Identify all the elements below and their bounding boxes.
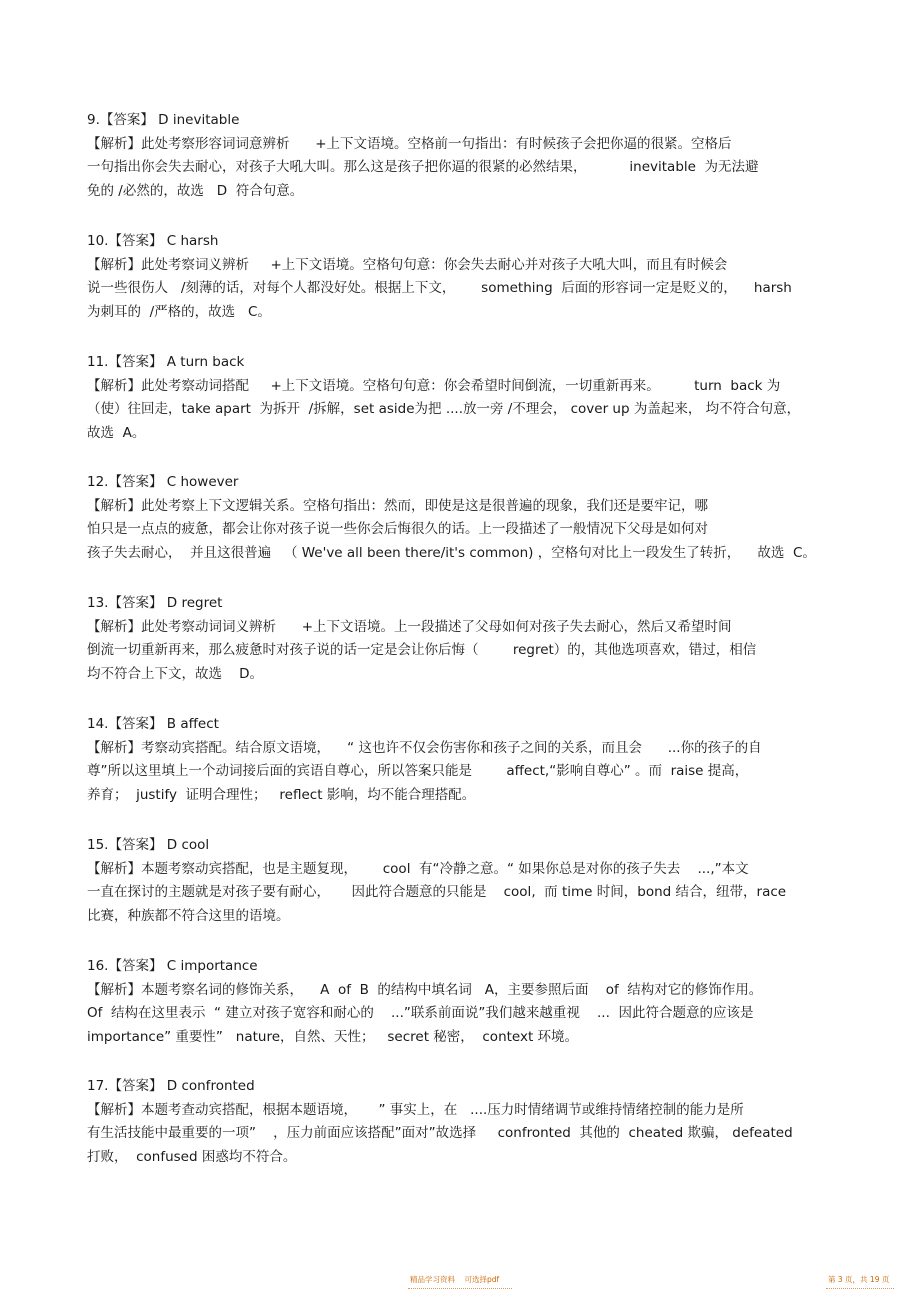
analysis-line: 【解析】此处考察词义辨析 +上下文语境。空格句句意：你会失去耐心并对孩子大吼大叫，而且有时候会 xyxy=(87,256,728,273)
answer-line: 9.【答案】 D inevitable xyxy=(87,112,240,128)
footer-watermark: 精品学习资料 可选择pdf xyxy=(410,1275,500,1284)
answer-line: 16.【答案】 C importance xyxy=(87,958,258,974)
footer-divider xyxy=(826,1288,894,1289)
analysis-line: 【解析】本题考查动宾搭配，根据本题语境， ” 事实上，在 ....压力时情绪调节或维持情绪控制的能力是所 xyxy=(87,1101,744,1118)
answer-item-11 xyxy=(87,351,837,445)
analysis-line: 【解析】此处考察形容词词意辨析 +上下文语境。空格前一句指出：有时候孩子会把你逼的很紧。空格后 xyxy=(87,135,732,152)
analysis-line: importance” 重要性” nature，自然、天性； secret 秘密， context 环境。 xyxy=(87,1028,579,1045)
answer-item-13 xyxy=(87,592,837,686)
answer-line: 10.【答案】 C harsh xyxy=(87,233,219,249)
analysis-line: 养育； justify 证明合理性； reflect 影响，均不能合理搭配。 xyxy=(87,786,476,803)
answer-line: 17.【答案】 D confronted xyxy=(87,1078,255,1094)
answer-item-9 xyxy=(87,109,837,203)
analysis-line: 【解析】本题考察动宾搭配，也是主题复现， cool 有“冷静之意。“ 如果你总是对你的孩子失去 ...,”本文 xyxy=(87,860,749,877)
analysis-line: 说一些很伤人 /刻薄的话，对每个人都没好处。根据上下文， something 后面的形容词一定是贬义的， harsh xyxy=(87,280,792,296)
analysis-line: 【解析】此处考察动词词义辨析 +上下文语境。上一段描述了父母如何对孩子失去耐心，然后又希望时间 xyxy=(87,618,732,635)
analysis-line: 【解析】此处考察上下文逻辑关系。空格句指出：然而，即使是这是很普遍的现象，我们还是要牢记，哪 xyxy=(87,497,708,514)
analysis-line: 均不符合上下文，故选 D。 xyxy=(87,665,264,682)
answer-item-15 xyxy=(87,834,837,928)
answer-line: 13.【答案】 D regret xyxy=(87,595,223,611)
analysis-line: 为刺耳的 /严格的，故选 C。 xyxy=(87,303,271,320)
answer-item-10 xyxy=(87,230,837,324)
analysis-line: 【解析】考察动宾搭配。结合原文语境， “ 这也许不仅会伤害你和孩子之间的关系，而且会 ...你的孩子的自 xyxy=(87,739,762,756)
answer-line: 11.【答案】 A turn back xyxy=(87,354,245,370)
analysis-line: 一句指出你会失去耐心，对孩子大吼大叫。那么这是孩子把你逼的很紧的必然结果， inevitable 为无法避 xyxy=(87,159,759,175)
answer-line: 15.【答案】 D cool xyxy=(87,837,210,853)
analysis-line: 【解析】本题考察名词的修饰关系， A of B 的结构中填名词 A，主要参照后面 of 结构对它的修饰作用。 xyxy=(87,981,763,998)
answer-line: 12.【答案】 C however xyxy=(87,474,239,490)
analysis-line: 比赛，种族都不符合这里的语境。 xyxy=(87,907,290,924)
analysis-line: 孩子失去耐心， 并且这很普遍 （ We've all been there/it's common) ，空格句对比上一段发生了转折， 故选 C。 xyxy=(87,544,816,561)
answer-item-12 xyxy=(87,471,837,565)
analysis-line: 一直在探讨的主题就是对孩子要有耐心， 因此符合题意的只能是 cool, 而 time 时间，bond 结合，纽带，race xyxy=(87,884,787,900)
answer-line: 14.【答案】 B affect xyxy=(87,716,219,732)
analysis-line: 【解析】此处考察动词搭配 +上下文语境。空格句句意：你会希望时间倒流，一切重新再来。 turn back 为 xyxy=(87,377,781,394)
analysis-line: 倒流一切重新再来，那么疲惫时对孩子说的话一定是会让你后悔（ regret）的，其他选项喜欢，错过，相信 xyxy=(87,642,757,658)
answer-item-16 xyxy=(87,955,837,1049)
analysis-line: 免的 /必然的，故选 D 符合句意。 xyxy=(87,182,304,199)
answer-item-14 xyxy=(87,713,837,807)
analysis-line: （使）往回走，take apart 为拆开 /拆解，set aside为把 ....放一旁 /不理会， cover up 为盖起来， 均不符合句意， xyxy=(87,401,801,417)
analysis-line: Of 结构在这里表示 “ 建立对孩子宽容和耐心的 ...”联系前面说”我们越来越重视 ... 因此符合题意的应该是 xyxy=(87,1005,754,1021)
answer-item-17 xyxy=(87,1075,837,1169)
analysis-line: 尊”所以这里填上一个动词接后面的宾语自尊心，所以答案只能是 affect,“影响自尊心” 。而 raise 提高， xyxy=(87,763,749,779)
page-number: 第 3 页，共 19 页 xyxy=(828,1275,890,1284)
analysis-line: 怕只是一点点的疲惫，都会让你对孩子说一些你会后悔很久的话。上一段描述了一般情况下父母是如何对 xyxy=(87,521,708,537)
analysis-line: 故选 A。 xyxy=(87,424,146,441)
footer-divider xyxy=(408,1288,512,1289)
analysis-line: 打败， confused 困惑均不符合。 xyxy=(87,1148,297,1165)
analysis-line: 有生活技能中最重要的一项” ，压力前面应该搭配”面对”故选择 confronted 其他的 cheated 欺骗， defeated xyxy=(87,1125,793,1141)
